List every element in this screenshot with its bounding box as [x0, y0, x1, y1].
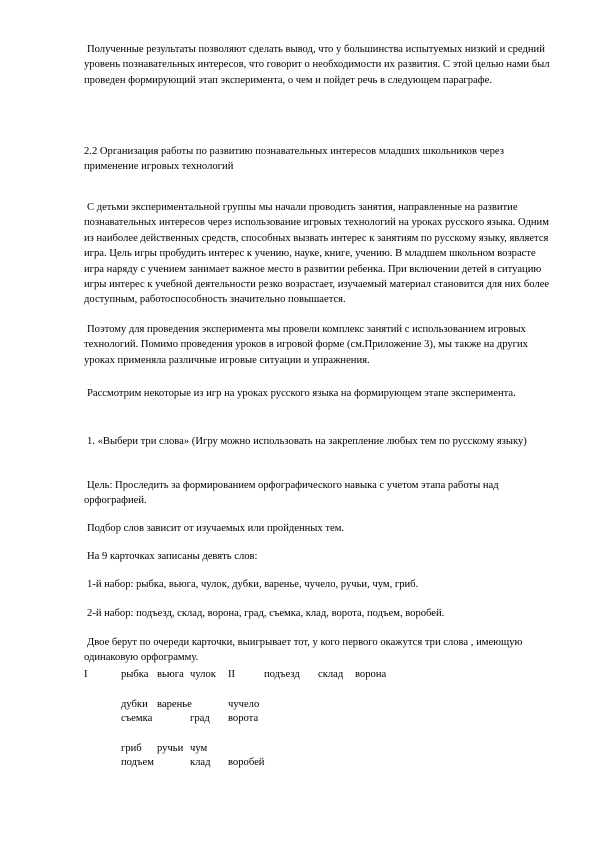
paragraph-set-1: 1-й набор: рыбка, вьюга, чулок, дубки, варенье, чучело, ручьи, чум, гриб.	[87, 579, 419, 590]
table-word: вьюга	[157, 669, 184, 680]
table-word: воробей	[228, 757, 265, 768]
table-word: съемка	[121, 713, 153, 724]
paragraph-conclusion: Полученные результаты позволяют сделать вывод, что у большинства испытуемых низкий и средний уровень познавательных интересов, что говорит о необходимости их развития. С этой целью нами был проведен формирующий этап эксперимента, о чем и пойдет речь в следующем параграфе.	[84, 44, 550, 86]
table-label-1: I	[84, 669, 88, 680]
paragraph-set-2: 2-й набор: подъезд, склад, ворона, град, съемка, клад, ворота, подъем, воробей.	[87, 608, 445, 619]
table-word: ворота	[228, 713, 259, 724]
table-word: подъезд	[264, 669, 300, 680]
section-heading: 2.2 Организация работы по развитию познавательных интересов младших школьников через применение игровых технологий	[84, 146, 504, 173]
table-word: ручьи	[157, 743, 184, 754]
table-word: ворона	[355, 669, 387, 680]
table-word: чулок	[190, 669, 216, 680]
table-word: чум	[190, 743, 208, 754]
paragraph-intro: С детьми экспериментальной группы мы начали проводить занятия, направленные на развитие познавательных интересов через использование игровых технологий на уроках русского языка. Одним из наиболее действенных средств, способных вызвать интерес к занятиям по русскому языку, является игра. Цель игры пробудить интерес к учению, науке, книге, учению. В младшем школьном возрасте игра наряду с учением занимает важное место в развитии ребенка. При включении детей в ситуацию игры интерес к учебной деятельности резко возрастает, изучаемый материал становится для них более доступным, работоспособность значительно повышается.	[84, 202, 550, 306]
paragraph-goal: Цель: Проследить за формированием орфографического навыка с учетом этапа работы над орфографией.	[84, 480, 499, 507]
paragraph-cards: На 9 карточках записаны девять слов:	[87, 551, 258, 562]
table-word: клад	[190, 757, 211, 768]
table-label-2: II	[228, 669, 236, 680]
paragraph-rules: Двое берут по очереди карточки, выигрывает тот, у кого первого окажутся три слова , имеющую одинаковую орфограмму.	[84, 637, 523, 664]
paragraph-games: Рассмотрим некоторые из игр на уроках русского языка на формирующем этапе эксперимента.	[87, 388, 516, 399]
paragraph-experiment: Поэтому для проведения эксперимента мы провели комплекс занятий с использованием игровых технологий. Помимо проведения уроков в игровой форме (см.Приложение 3), мы также на других уроках применяла различные игровые ситуации и упражнения.	[84, 324, 528, 366]
paragraph-word-selection: Подбор слов зависит от изучаемых или пройденных тем.	[87, 523, 345, 534]
table-word: рыбка	[121, 669, 149, 680]
table-word: чучело	[228, 699, 260, 710]
table-word: гриб	[121, 743, 142, 754]
table-word: склад	[318, 669, 344, 680]
table-word: дубки	[121, 699, 148, 710]
table-word: подъем	[121, 757, 154, 768]
paragraph-game-title: 1. «Выбери три слова» (Игру можно использовать на закрепление любых тем по русскому языку)	[87, 436, 527, 447]
table-word: варенье	[157, 699, 192, 710]
table-word: град	[190, 713, 210, 724]
